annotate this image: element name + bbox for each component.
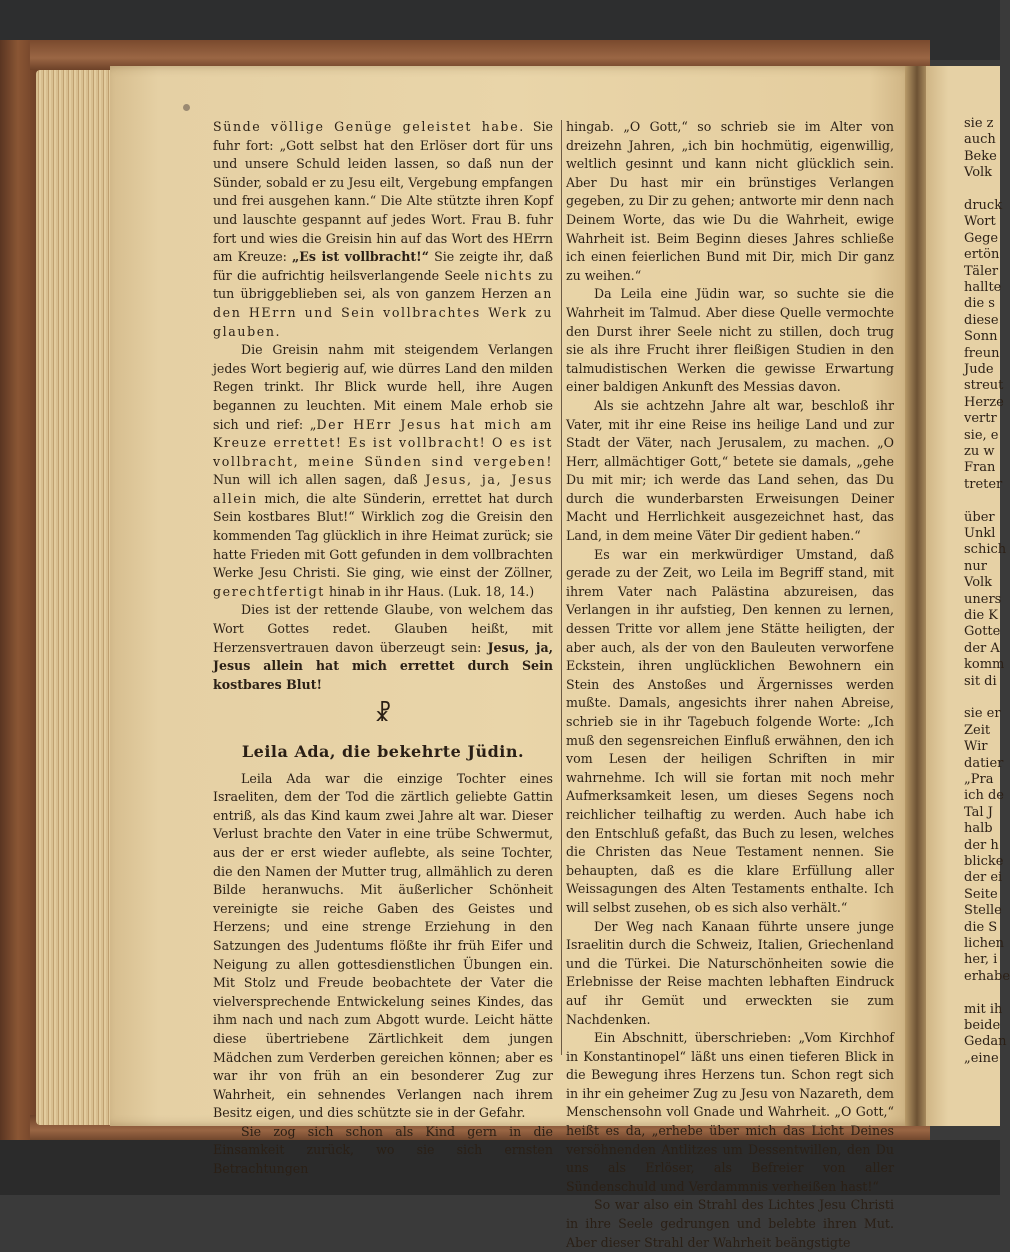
next-page-line: die s <box>964 296 995 312</box>
next-page-line: schich <box>964 542 1007 558</box>
paragraph: Der Weg nach Kanaan führte unsere junge Israelitin durch die Schweiz, Italien, Griechenland und die Türkei. Die Naturschönheiten sowie die Erlebnisse der Reise machten lebhaften Eindruck auf ihr Gemüt und erweckten sie zum Nachdenken. <box>566 918 894 1027</box>
right-text-column <box>566 118 894 1250</box>
book-cover-left <box>0 40 40 1150</box>
paragraph: Es war ein merkwürdiger Umstand, daß gerade zu der Zeit, wo Leila im Begriff stand, mit ihrem Vater nach Palästina abzureisen, das Verlangen in ihr aufstieg, Den kennen zu lernen, dessen Tritte vor allem jene Stätte heiligten, der aber auch, als der von den Bauleuten verworfene Eckstein, ihren unglücklichen Bewohnern ein Stein des Anstoßes und Ärgernisses werden mußte. Damals, angesichts ihrer nahen Abreise, schrieb sie in ihr Tagebuch folgende Worte: „Ich muß den segensreichen Einfluß erwähnen, den ich vom Lesen der heiligen Schriften in mir wahrnehme. Ich will sie fortan mit noch mehr Aufmerksamkeit lesen, um dieses Segens noch reichlicher teilhaftig zu werden. Auch habe ich den Entschluß gefaßt, das Buch zu lesen, welches die Christen das Neue Testament nennen. Sie behaupten, daß es die klare Erfüllung aller Weissagungen des Alten Testaments enthalte. Ich will selbst zusehen, ob es sich also verhält.“ <box>566 546 894 915</box>
paragraph: Sie zog sich schon als Kind gern in die Einsamkeit zurück, wo sie sich ernsten Betrachtungen <box>213 1123 553 1177</box>
text-run: zu tun übriggeblieben sei, als von ganzem Herzen <box>213 267 554 302</box>
next-page-line: der h <box>964 837 999 853</box>
next-page-line: komm <box>964 657 1005 673</box>
text-run: gerechtfertigt <box>213 583 325 599</box>
text-run: hinab in ihr Haus. (Luk. 18, 14.) <box>324 583 535 599</box>
next-page-line: ich de <box>964 788 1004 804</box>
text-run: Dies ist der rettende Glaube, von welchem das Wort Gottes redet. Glauben heißt, mit Herzensvertrauen davon überzeugt sein: <box>213 602 553 655</box>
next-page-line: Täler <box>964 263 999 279</box>
next-page-line: her, i <box>964 952 998 968</box>
next-page-line: Beke <box>964 148 997 164</box>
next-page-line: Stelle <box>964 903 1002 919</box>
next-page-line: Volk <box>964 165 993 181</box>
next-page-line: streut <box>964 378 1004 394</box>
text-run: Sünde völlige Genüge geleistet habe. <box>213 119 525 134</box>
next-page-line: über <box>964 509 995 525</box>
next-page-line: sie er <box>964 706 1001 722</box>
next-page-line: Zeit <box>964 722 991 738</box>
next-page-line: vertr <box>964 411 997 427</box>
next-page-line: nur <box>964 558 987 574</box>
text-run: Nun will ich allen sagen, daß <box>213 472 426 488</box>
next-page-line: Tal J <box>964 804 993 820</box>
next-page-line: hallte <box>964 280 1002 295</box>
next-page-line: der A <box>964 640 1000 656</box>
text-run: mich, die alte Sünderin, errettet hat durch Sein kostbares Blut!“ Wirklich zog die Greisin den kommenden Tag glücklich in ihre Heimat zurück; sie hatte Frieden mit Gott gefunden in dem vollbrachten Werke Jesu Christi. Sie ging, wie einst der Zöllner, <box>213 490 553 581</box>
next-page-line: der ei <box>964 870 1003 886</box>
next-page-line: Jude <box>964 362 994 377</box>
paragraph: Ein Abschnitt, überschrieben: „Vom Kirchhof in Konstantinopel“ läßt uns einen tieferen Blick in die Bewegung ihres Herzens tun. Schon regt sich in ihr ein geheimer Zug zu Jesu von Nazareth, dem Menschensohn voll Gnade und Wahrheit. „O Gott,“ heißt es da, „erhebe über mich das Licht Deines versöhnenden Antlitzes um Dessentwillen, den Du uns als Erlöser, als Befreier von aller Sündenschuld und Verdammnis verheißen hast!“ <box>566 1030 894 1194</box>
article-heading: Leila Ada, die bekehrte Jüdin. <box>241 742 525 761</box>
next-page-line: sit di <box>964 673 997 689</box>
next-page-line: „Pra <box>964 772 994 787</box>
next-page-line: Seite <box>964 886 998 902</box>
next-page-line: Sonn <box>964 329 998 345</box>
next-page-line: blicke <box>964 854 1004 869</box>
next-page-line: freun <box>964 345 1000 361</box>
next-page-line: treter <box>964 476 1003 492</box>
next-page-line: Gedan <box>964 1034 1007 1050</box>
text-run: „Es ist vollbracht!“ <box>292 249 429 265</box>
next-page-line: uners <box>964 591 1002 607</box>
next-page-line: zu w <box>964 444 995 459</box>
next-page-line: Unkl <box>964 526 996 541</box>
left-text-column <box>213 118 554 1177</box>
text-run: Jesus, ja, Jesus allein <box>213 472 553 506</box>
paragraph <box>213 601 553 694</box>
text-run: Sie zeigte ihr, daß für die aufrichtig heilsverlangende Seele <box>213 249 553 283</box>
next-page-line: Gotte <box>964 624 1001 640</box>
next-page-line: erhabe <box>964 968 1010 984</box>
next-page-line: Fran <box>964 460 996 476</box>
next-page-line: diese <box>964 312 999 328</box>
chi-rho-ornament: ☧ <box>374 702 392 728</box>
text-run: an den HErrn und Sein vollbrachtes Werk zu glauben. <box>213 286 553 339</box>
paragraph: Als sie achtzehn Jahre alt war, beschloß ihr Vater, mit ihr eine Reise ins heilige Land und zur Stadt der Väter, nach Jerusalem, zu machen. „O Herr, allmächtiger Gott,“ betete sie damals, „gehe Du mit mir; ich werde das Land sehen, das Du durch die wunderbarsten Erweisungen Deiner Macht und Herrlichkeit ausgezeichnet hast, das Land, in dem meine Väter Dir gedient haben.“ <box>566 397 894 544</box>
paragraph: hingab. „O Gott,“ so schrieb sie im Alter von dreizehn Jahren, „ich bin hochmütig, eigenwillig, weltlich gesinnt und kann nicht glücklich sein. Aber Du hast mir ein brünstiges Verlangen gegeben, zu Dir zu gehen; antworte mir denn nach Deinem Worte, das wie Du die Wahrheit, ewige Wahrheit ist. Beim Beginn dieses Jahres schließe ich einen feierlichen Bund mit Dir, mich Dir ganz zu weihen.“ <box>566 119 894 283</box>
next-page-line: beide <box>964 1018 1001 1033</box>
paper-spot <box>183 104 190 111</box>
next-page-line: Gege <box>964 230 999 246</box>
next-page-line: druck <box>964 198 1003 213</box>
next-page-fragment <box>926 66 1010 1126</box>
next-page-line: ertön <box>964 247 1000 263</box>
next-page-line: sie, e <box>964 427 999 443</box>
next-page-line: lichen <box>964 936 1005 951</box>
next-page-line: datier <box>964 755 1004 771</box>
text-run: nichts <box>484 267 534 283</box>
next-page-line: die S <box>964 919 998 935</box>
page-edges <box>36 70 116 1125</box>
paragraph: Da Leila eine Jüdin war, so suchte sie die Wahrheit im Talmud. Aber diese Quelle vermochte den Durst ihrer Seele nicht zu stillen, doch trug sie als ihre Frucht ihrer fleißigen Studien in den talmudistischen Werken die gewisse Erwartung einer baldigen Ankunft des Messias davon. <box>566 286 894 395</box>
text-run: Sie fuhr fort: „Gott selbst hat den Erlöser dort für uns und unsere Schuld leiden lassen, so daß nun der Sünder, sobald er zu Jesu eilt, Vergebung empfangen und frei ausgehen kann.“ Die Alte stützte ihren Kopf und lauschte gespannt auf jedes Wort. Frau B. fuhr fort und wies die Greisin hin auf das Wort des HErrn am Kreuze: <box>213 119 553 265</box>
text-run: Der HErr Jesus hat mich am Kreuze errettet! Es ist vollbracht! O es ist vollbracht, meine Sünden sind vergeben! <box>213 416 553 469</box>
next-page-line: Wir <box>964 739 988 755</box>
paragraph <box>213 341 553 601</box>
paragraph: Leila Ada war die einzige Tochter eines Israeliten, dem der Tod die zärtlich geliebte Gattin entriß, als das Kind kaum zwei Jahre alt war. Dieser Verlust brachte den Vater in eine trübe Schwermut, aus der er erst wieder auflebte, als seine Tochter, die den Namen der Mutter trug, allmählich zu deren Bilde heranwuchs. Mit äußerlicher Schönheit vereinigte sie reiche Gaben des Geistes und Herzens; und eine strenge Erziehung in den Satzungen des Judentums flößte ihr früh Eifer und Neigung zu allen gottesdienstlichen Übungen ein. Mit Stolz und Freude beobachtete der Vater die vielversprechende Entwickelung seines Kindes, das ihm nach und nach zum Abgott wurde. Leicht hätte diese übertriebene Zärtlichkeit dem jungen Mädchen zum Verderben gereichen können; aber es war ihr von früh an ein besonderer Zug zur Wahrheit, ein sehnendes Verlangen nach ihrem Besitz eigen, und dies schützte sie in der Gefahr. <box>213 770 553 1121</box>
column-divider <box>561 120 562 1055</box>
next-page-line: mit ih <box>964 1001 1003 1017</box>
next-page-line: Wort <box>964 214 996 230</box>
text-run: Jesus, ja, Jesus allein hat mich errettet durch Sein kostbares Blut! <box>213 639 553 692</box>
next-page-line: die K <box>964 608 999 623</box>
next-page-line: auch <box>964 132 996 148</box>
next-page-line: sie z <box>964 116 994 131</box>
next-page-line: halb <box>964 821 993 837</box>
paragraph <box>213 118 553 341</box>
next-page-line: „eine <box>964 1050 999 1066</box>
text-run: Die Greisin nahm mit steigendem Verlangen jedes Wort begierig auf, wie dürres Land den milden Regen trinkt. Ihr Blick wurde hell, ihre Augen begannen zu leuchten. Mit einem Male erhob sie sich und rief: „ <box>213 342 553 432</box>
paragraph: So war also ein Strahl des Lichtes Jesu Christi in ihre Seele gedrungen und belebte ihren Mut. Aber dieser Strahl der Wahrheit beängstigte <box>566 1197 894 1250</box>
next-page-line: Herze <box>964 394 1004 410</box>
next-page-line: Volk <box>964 575 993 591</box>
